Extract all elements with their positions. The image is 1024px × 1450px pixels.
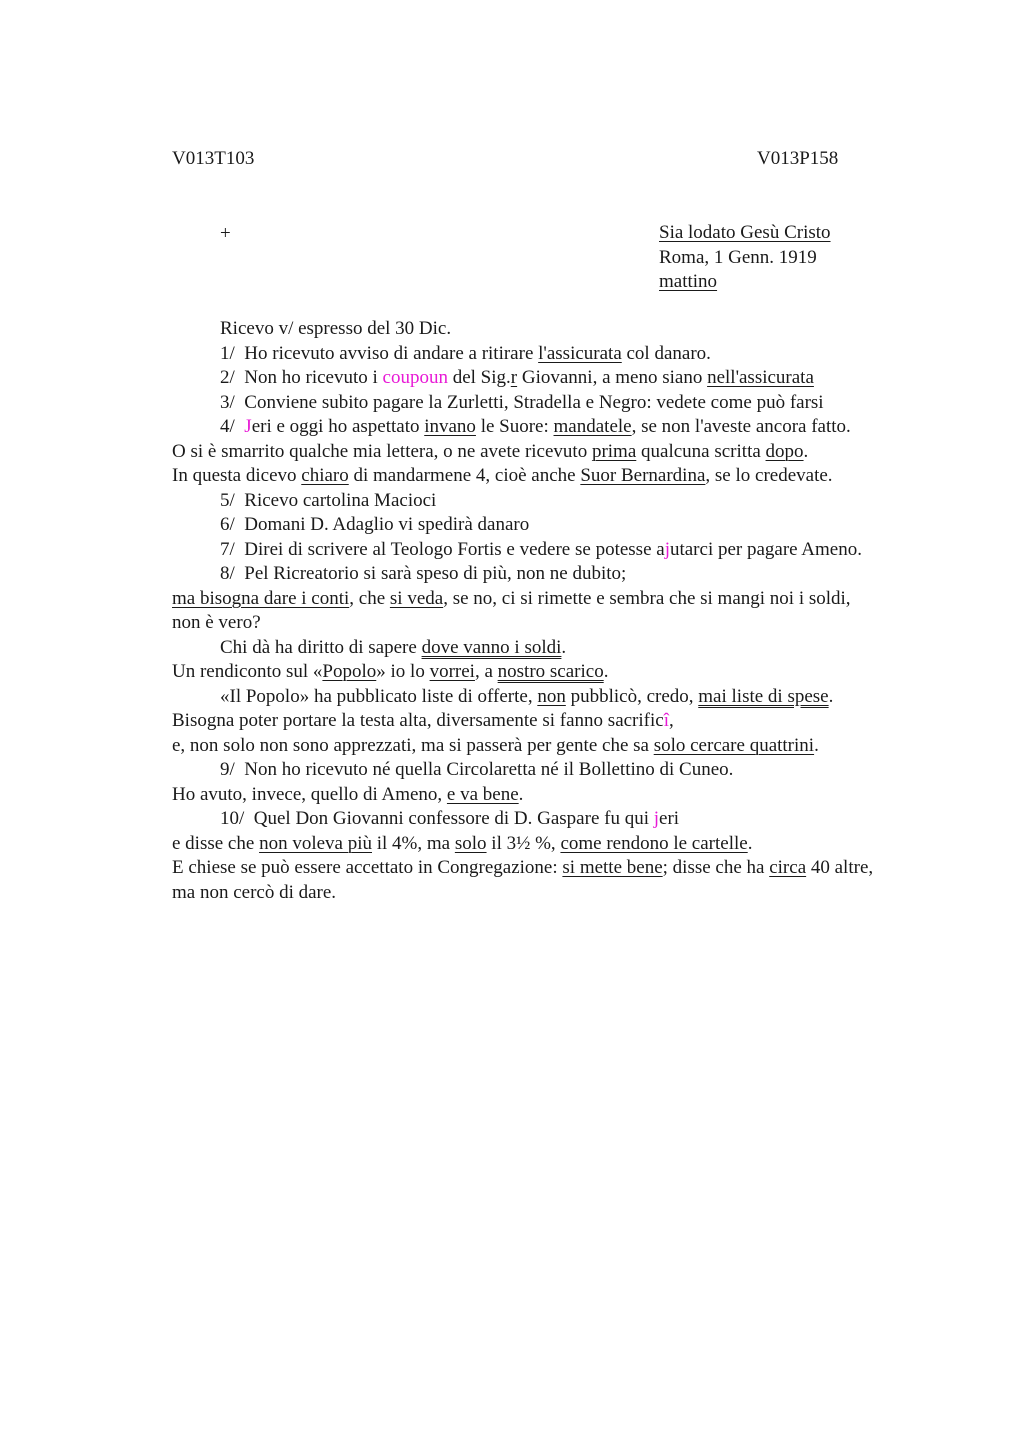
text-run: , se no, ci si rimette e sembra che si mangi noi i soldi, <box>443 587 851 609</box>
magenta-annotation: coupoun <box>382 367 448 388</box>
magenta-annotation: î <box>663 710 669 731</box>
body-line-21 <box>172 807 894 832</box>
text-run: il 3½ %, <box>486 832 561 854</box>
text-run: O si è smarrito qualche mia lettera, o ne avete ricevuto <box>172 440 592 462</box>
text-run: , <box>668 710 674 731</box>
body-line-11 <box>172 562 894 587</box>
text-run: . <box>803 440 809 462</box>
text-run: , se lo credevate. <box>705 465 833 486</box>
letter-body <box>172 317 894 905</box>
place-date: Roma, 1 Genn. 1919 <box>659 246 817 268</box>
body-line-22 <box>172 832 894 857</box>
text-run: qualcuna scritta <box>636 440 766 462</box>
underlined-text: solo cercare quattrini <box>653 734 815 756</box>
time-of-day: mattino <box>659 271 718 292</box>
underlined-text: r <box>510 367 518 388</box>
text-run: . <box>814 734 819 756</box>
text-run: 4/ <box>220 416 245 437</box>
text-run: . <box>518 783 524 805</box>
text-run: non è vero? <box>172 612 261 633</box>
text-run: 5/ Ricevo cartolina Macioci <box>220 489 437 511</box>
text-run: «Il Popolo» ha pubblicato liste di offerte, <box>220 685 538 707</box>
double-underlined-text: dove vanno i soldi <box>421 636 562 658</box>
text-run: il 4%, ma <box>372 832 455 854</box>
magenta-annotation: j <box>664 538 670 560</box>
text-run: » io lo <box>376 661 430 682</box>
underlined-text: prima <box>591 440 637 462</box>
text-run: 10/ Quel Don Giovanni confessore di D. Gaspare fu qui <box>220 808 654 829</box>
body-line-20 <box>172 783 894 808</box>
text-run: 2/ Non ho ricevuto i <box>220 367 383 388</box>
body-line-8 <box>172 489 894 514</box>
body-line-10 <box>172 538 894 563</box>
text-run: 40 altre, <box>806 857 874 878</box>
body-line-3 <box>172 366 894 391</box>
body-line-7 <box>172 464 894 489</box>
underlined-text: come rendono le cartelle <box>560 832 748 854</box>
text-run: . <box>603 661 609 682</box>
underlined-text: ma bisogna dare i conti <box>172 587 350 609</box>
text-run: . <box>828 685 834 707</box>
text-run: Un rendiconto sul « <box>172 661 323 682</box>
text-run: 1/ Ho ricevuto avviso di andare a ritirare <box>220 342 539 364</box>
text-run: eri e oggi ho aspettato <box>251 416 425 437</box>
body-line-24 <box>172 881 894 906</box>
document-code-left: V013T103 <box>172 148 255 169</box>
magenta-annotation: J <box>244 416 252 437</box>
text-run: Bisogna poter portare la testa alta, diversamente si fanno sacrific <box>172 710 664 731</box>
underlined-text: solo <box>454 832 487 854</box>
text-run: In questa dicevo <box>172 465 302 486</box>
text-run: Ricevo v/ espresso del 30 Dic. <box>220 318 452 339</box>
underlined-text: chiaro <box>301 465 349 486</box>
text-run: ma non cercò di dare. <box>172 881 337 903</box>
double-underlined-text: nostro scarico <box>497 661 604 682</box>
body-line-5 <box>172 415 894 440</box>
body-line-14 <box>172 636 894 661</box>
magenta-annotation: j <box>653 808 660 829</box>
body-line-13 <box>172 611 894 636</box>
text-run: , a <box>474 661 498 682</box>
underlined-text: si mette bene <box>562 857 663 878</box>
underlined-text: circa <box>769 857 807 878</box>
text-run: Giovanni, a meno siano <box>517 367 708 388</box>
underlined-text: l'assicurata <box>538 342 622 364</box>
body-line-23 <box>172 856 894 881</box>
text-run: 6/ Domani D. Adaglio vi spedirà danaro <box>220 514 530 535</box>
body-line-1 <box>172 317 894 342</box>
body-line-15 <box>172 660 894 685</box>
text-run: eri <box>659 808 680 829</box>
text-run: del Sig. <box>447 367 511 388</box>
text-run: e, non solo non sono apprezzati, ma si passerà per gente che sa <box>172 734 654 756</box>
underlined-text: non <box>537 685 566 707</box>
underlined-text: Suor Bernardina <box>580 465 706 486</box>
text-run: 3/ Conviene subito pagare la Zurletti, Stradella e Negro: vedete come può farsi <box>220 391 824 413</box>
text-run: E chiese se può essere accettato in Congregazione: <box>172 857 563 878</box>
underlined-text: dopo <box>765 440 804 462</box>
body-line-6 <box>172 440 894 465</box>
text-run: utarci per pagare Ameno. <box>669 538 862 560</box>
text-run: . <box>561 636 567 658</box>
text-run: di mandarmene 4, cioè anche <box>348 465 581 486</box>
underlined-text: non voleva più <box>259 832 372 854</box>
text-run: , se non l'aveste ancora fatto. <box>631 416 851 437</box>
text-run: 9/ Non ho ricevuto né quella Circolaretta né il Bollettino di Cuneo. <box>220 759 734 780</box>
underlined-text: vorrei <box>429 661 475 682</box>
text-run: Chi dà ha diritto di sapere <box>220 636 422 658</box>
text-run: e disse che <box>172 832 260 854</box>
underlined-text: si veda <box>389 587 444 609</box>
body-line-19 <box>172 758 894 783</box>
text-run: ; disse che ha <box>662 857 770 878</box>
body-line-16 <box>172 685 894 710</box>
double-underlined-text: mai liste di spese <box>698 685 829 707</box>
letter-heading <box>659 221 831 295</box>
underlined-text: nell'assicurata <box>707 367 814 388</box>
text-run: le Suore: <box>475 416 554 437</box>
body-line-9 <box>172 513 894 538</box>
body-line-4 <box>172 391 894 416</box>
cross-symbol: + <box>220 223 231 244</box>
text-run: col danaro. <box>621 342 711 364</box>
text-run: , che <box>349 587 390 609</box>
text-run: . <box>747 832 753 854</box>
text-run: 7/ Direi di scrivere al Teologo Fortis e vedere se potesse a <box>220 538 665 560</box>
underlined-text: mandatele <box>553 416 632 437</box>
text-run: Ho avuto, invece, quello di Ameno, <box>172 783 447 805</box>
underlined-text: e va bene <box>446 783 519 805</box>
text-run: 8/ Pel Ricreatorio si sarà speso di più, non ne dubito; <box>220 563 627 584</box>
text-run: pubblicò, credo, <box>565 685 699 707</box>
underlined-text: Popolo <box>322 661 377 682</box>
body-line-12 <box>172 587 894 612</box>
body-line-17 <box>172 709 894 734</box>
body-line-18 <box>172 734 894 759</box>
body-line-2 <box>172 342 894 367</box>
salutation: Sia lodato Gesù Cristo <box>659 222 831 243</box>
underlined-text: invano <box>424 416 476 437</box>
document-code-right: V013P158 <box>757 148 839 169</box>
